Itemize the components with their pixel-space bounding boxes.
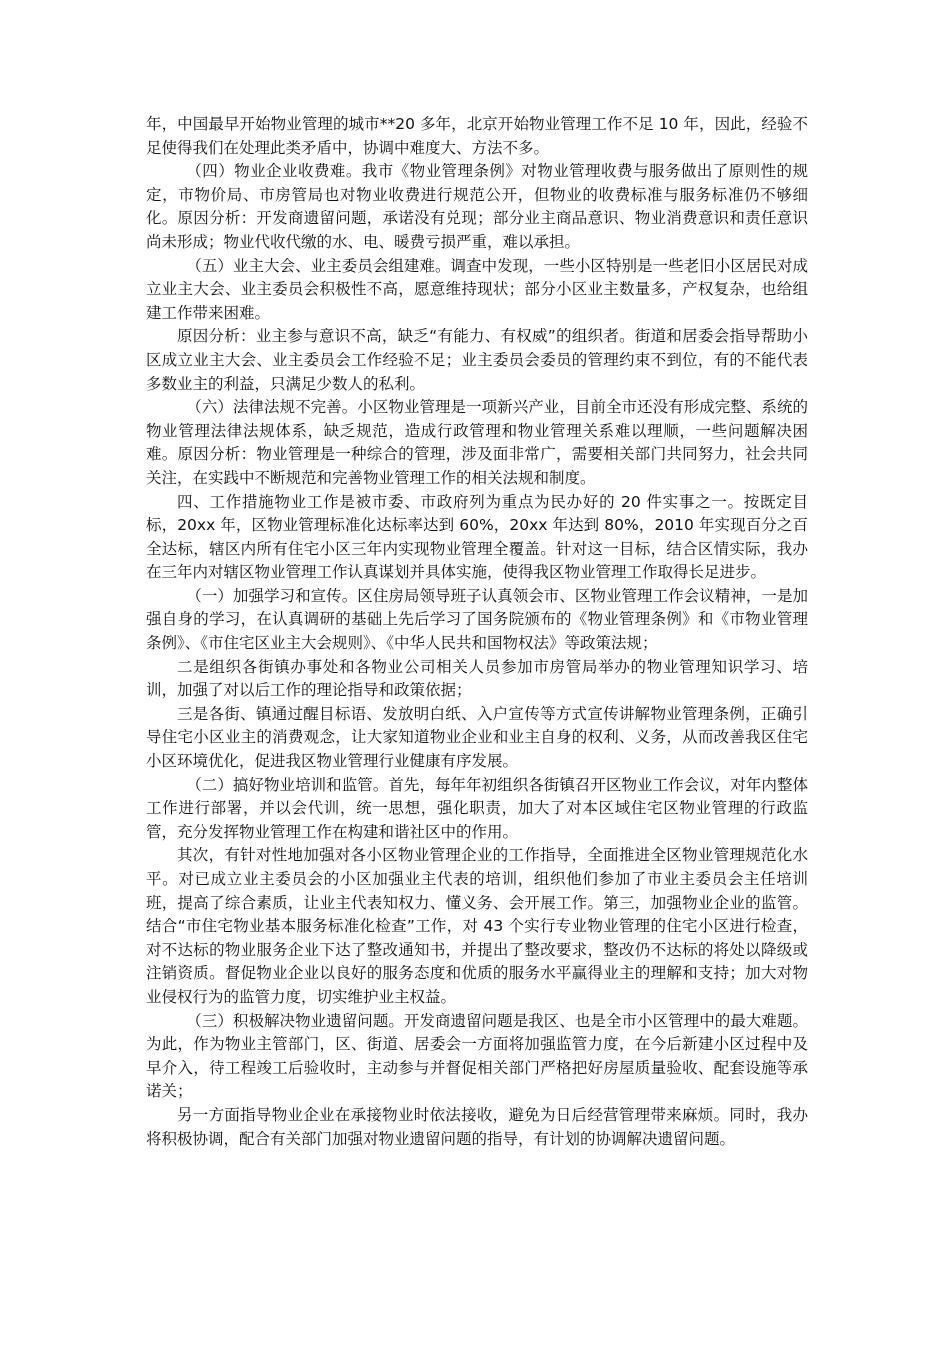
paragraph: （二）搞好物业培训和监管。首先，每年年初组织各街镇召开区物业工作会议，对年内整体工作进行部署，并以会代训，统一思想，强化职责，加大了对本区域住宅区物业管理的行政监管，充分发挥物业管理工作在构建和谐社区中的作用。 (146, 775, 808, 841)
paragraph: （五）业主大会、业主委员会组建难。调查中发现，一些小区特别是一些老旧小区居民对成立业主大会、业主委员会积极性不高，愿意维持现状；部分小区业主数量多，产权复杂，也给组建工作带来困难。 (146, 256, 808, 322)
paragraph: （六）法律法规不完善。小区物业管理是一项新兴产业，目前全市还没有形成完整、系统的物业管理法律法规体系，缺乏规范，造成行政管理和物业管理关系难以理顺，一些问题解决困难。原因分析：物业管理是一种综合的管理，涉及面非常广，需要相关部门共同努力，社会共同关注，在实践中不断规范和完善物业管理工作的相关法规和制度。 (146, 398, 808, 487)
paragraph: 另一方面指导物业企业在承接物业时依法接收，避免为日后经营管理带来麻烦。同时，我办将积极协调，配合有关部门加强对物业遗留问题的指导，有计划的协调解决遗留问题。 (146, 1105, 808, 1148)
paragraph: 三是各街、镇通过醒目标语、发放明白纸、入户宣传等方式宣传讲解物业管理条例，正确引导住宅小区业主的消费观念，让大家知道物业企业和业主自身的权利、义务，从而改善我区住宅小区环境优化，促进我区物业管理行业健康有序发展。 (146, 704, 808, 771)
paragraph: 原因分析：业主参与意识不高，缺乏“有能力、有权威”的组织者。街道和居委会指导帮助小区成立业主大会、业主委员会工作经验不足；业主委员会委员的管理约束不到位，有的不能代表多数业主的利益，只满足少数人的私利。 (146, 327, 808, 393)
paragraph: （三）积极解决物业遗留问题。开发商遗留问题是我区、也是全市小区管理中的最大难题。为此，作为物业主管部门，区、街道、居委会一方面将加强监管力度，在今后新建小区过程中及早介入，待工程竣工后验收时，主动参与并督促相关部门严格把好房屋质量验收、配套设施等承诺关； (146, 1011, 808, 1101)
paragraph: （四）物业企业收费难。我市《物业管理条例》对物业管理收费与服务做出了原则性的规定，市物价局、市房管局也对物业收费进行规范公开，但物业的收费标准与服务标准仍不够细化。原因分析：开发商遗留问题，承诺没有兑现；部分业主商品意识、物业消费意识和责任意识尚未形成；物业代收代缴的水、电、暖费亏损严重，难以承担。 (146, 162, 808, 251)
paragraph: 其次，有针对性地加强对各小区物业管理企业的工作指导，全面推进全区物业管理规范化水平。对已成立业主委员会的小区加强业主代表的培训，组织他们参加了市业主委员会主任培训班，提高了综合素质，让业主代表知权力、懂义务、会开展工作。第三，加强物业企业的监管。结合“市住宅物业基本服务标准化检查”工作，对 43 个实行专业物业管理的住宅小区进行检查，对不达标的物业服务企业下达了整改通知书，并提出了整改要求，整改仍不达标的将处以降级或注销资质。督促物业企业以良好的服务态度和优质的服务水平赢得业主的理解和支持；加大对物业侵权行为的监管力度，切实维护业主权益。 (146, 846, 808, 1006)
document-body (146, 113, 808, 1151)
paragraph: 年，中国最早开始物业管理的城市**20 多年，北京开始物业管理工作不足 10 年，因此，经验不足使得我们在处理此类矛盾中，协调中难度大、方法不多。 (146, 115, 808, 157)
paragraph: 二是组织各街镇办事处和各物业公司相关人员参加市房管局举办的物业管理知识学习、培训，加强了对以后工作的理论指导和政策依据； (146, 657, 808, 700)
paragraph: （一）加强学习和宣传。区住房局领导班子认真领会市、区物业管理工作会议精神，一是加强自身的学习，在认真调研的基础上先后学习了国务院颁布的《物业管理条例》和《市物业管理条例》、《市住宅区业主大会规则》、《中华人民共和国物权法》等政策法规； (146, 586, 808, 653)
paragraph: 四、工作措施物业工作是被市委、市政府列为重点为民办好的 20 件实事之一。按既定目标，20xx 年，区物业管理标准化达标率达到 60%，20xx 年达到 80%，2010 年实现百分之百全达标，辖区内所有住宅小区三年内实现物业管理全覆盖。针对这一目标，结合区情实际，我办在三年内对辖区物业管理工作认真谋划并具体实施，使得我区物业管理工作取得长足进步。 (146, 492, 808, 582)
